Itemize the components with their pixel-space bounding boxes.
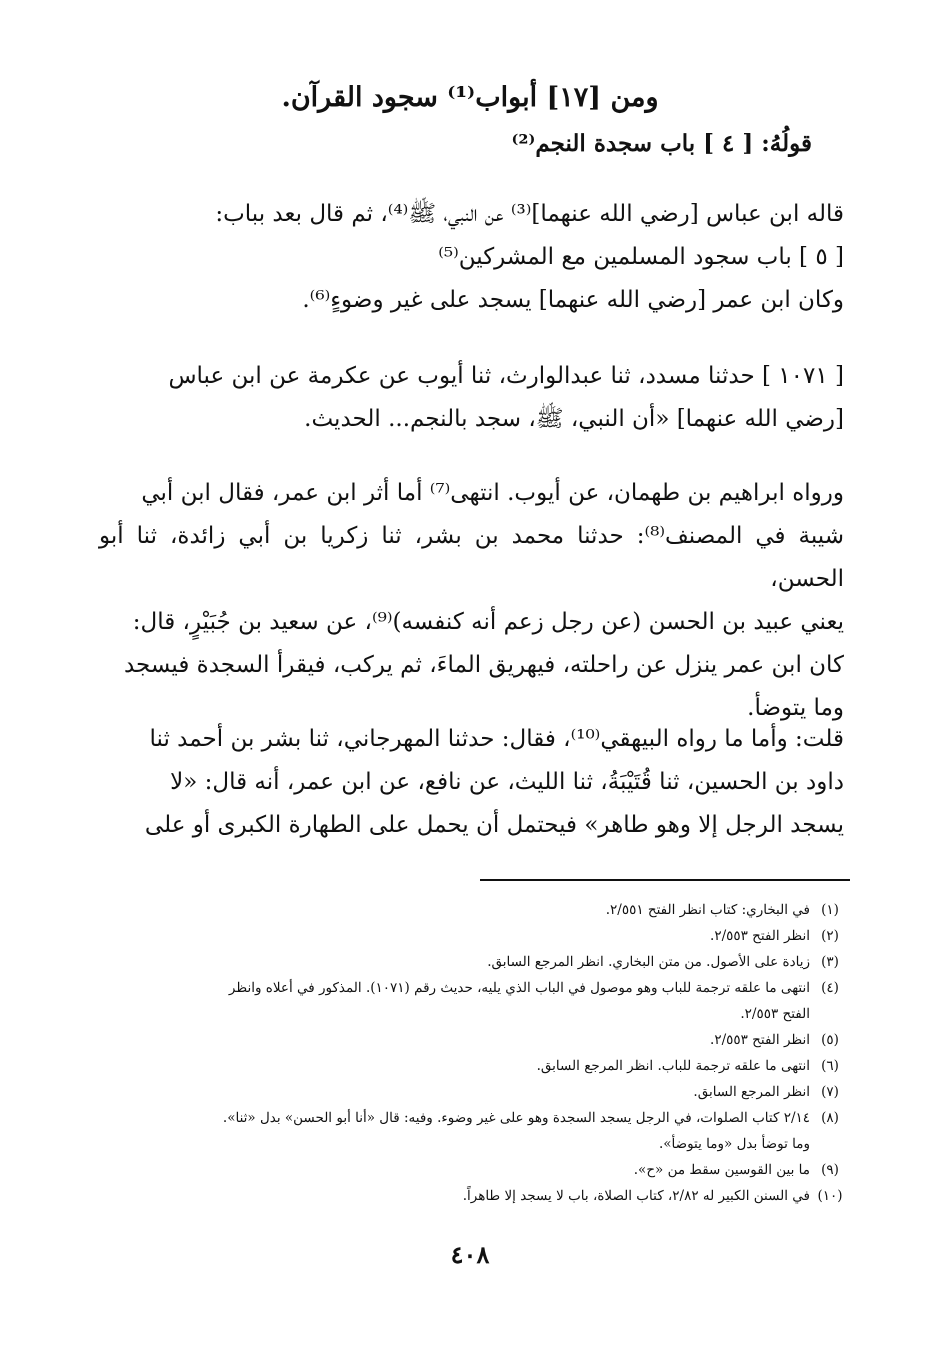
footnotes bbox=[90, 897, 850, 1209]
footnote-text: انظر الفتح ٢/٥٥٣. bbox=[710, 928, 810, 944]
footnote-text: ٢/١٤ كتاب الصلوات، في الرجل يسجد السجدة وهو على غير وضوء. وفيه: قال «أنا أبو الحسن» بدل «ثنا». bbox=[222, 1110, 810, 1126]
paragraph-4 bbox=[99, 718, 844, 847]
footnote-number: (٩) bbox=[821, 1162, 839, 1178]
footnote-text: انتهى ما علقه ترجمة للباب. انظر المرجع السابق. bbox=[536, 1058, 810, 1074]
text-line: كان ابن عمر ينزل عن راحلته، فيهريق الماءَ، ثم يركب، فيقرأ السجدة فيسجد bbox=[123, 652, 844, 678]
text-line: وكان ابن عمر [رضي الله عنهما] يسجد على غير وضوءٍ⁽⁶⁾. bbox=[302, 287, 844, 313]
footnote-text-block bbox=[90, 1105, 810, 1157]
footnote-number: (٤) bbox=[821, 980, 839, 996]
paragraph-2 bbox=[99, 355, 844, 441]
footnote-text: في السنن الكبير له ٢/٨٢، كتاب الصلاة، باب لا يسجد إلا طاهراً. bbox=[462, 1188, 810, 1204]
footnote-divider bbox=[480, 879, 850, 881]
text-line: وما يتوضأ. bbox=[747, 695, 844, 721]
footnote-number: (١) bbox=[821, 902, 839, 918]
footnote-item bbox=[90, 1105, 850, 1157]
text-line: [ ١٠٧١ ] حدثنا مسدد، ثنا عبدالوارث، ثنا أيوب عن عكرمة عن ابن عباس bbox=[168, 363, 844, 389]
text-line: شيبة في المصنف⁽⁸⁾: حدثنا محمد بن بشر، ثنا زكريا بن أبي زائدة، ثنا أبو الحسن، bbox=[99, 523, 844, 592]
footnote-item bbox=[90, 1157, 850, 1183]
footnote-text: انظر المرجع السابق. bbox=[693, 1084, 810, 1100]
paragraph-1 bbox=[99, 193, 844, 322]
footnote-text: انتهى ما علقه ترجمة للباب وهو موصول في الباب الذي يليه، حديث رقم (١٠٧١). المذكور في أعلاه وانظر bbox=[228, 980, 810, 996]
footnote-number: (١٠) bbox=[817, 1188, 843, 1204]
footnote-number: (٧) bbox=[821, 1084, 839, 1100]
footnote-text: في البخاري: كتاب انظر الفتح ٢/٥٥١. bbox=[605, 902, 810, 918]
footnote-text-continuation: وما توضأ بدل «وما يتوضأ». bbox=[658, 1136, 810, 1152]
footnote-item bbox=[90, 897, 850, 923]
text-line: ورواه ابراهيم بن طهمان، عن أيوب. انتهى⁽⁷⁾ أما أثر ابن عمر، فقال ابن أبي bbox=[141, 480, 844, 506]
footnote-item bbox=[90, 1079, 850, 1105]
footnote-item bbox=[90, 949, 850, 975]
text-line: قلت: وأما ما رواه البيهقي⁽¹⁰⁾، فقال: حدثنا المهرجاني، ثنا بشر بن أحمد ثنا bbox=[149, 726, 844, 752]
text-line: قاله ابن عباس [رضي الله عنهما]⁽³⁾ عن النبي، ﷺ⁽⁴⁾، ثم قال بعد بباب: bbox=[215, 201, 844, 227]
footnote-item bbox=[90, 1053, 850, 1079]
footnote-item bbox=[90, 975, 850, 1027]
footnote-number: (٥) bbox=[821, 1032, 839, 1048]
text-line: يسجد الرجل إلا وهو طاهر» فيحتمل أن يحمل على الطهارة الكبرى أو على bbox=[144, 812, 844, 838]
footnote-item bbox=[90, 1183, 850, 1209]
footnote-number: (٣) bbox=[821, 954, 839, 970]
footnote-number: (٦) bbox=[821, 1058, 839, 1074]
footnote-text: زيادة على الأصول. من متن البخاري. انظر المرجع السابق. bbox=[487, 954, 810, 970]
footnote-number: (٢) bbox=[821, 928, 839, 944]
text-line: يعني عبيد بن الحسن (عن رجل زعم أنه كنفسه)⁽⁹⁾، عن سعيد بن جُبَيْرٍ، قال: bbox=[132, 609, 844, 635]
paragraph-3 bbox=[99, 472, 844, 730]
text-line: [ ٥ ] باب سجود المسلمين مع المشركين⁽⁵⁾ bbox=[438, 244, 844, 270]
footnote-number: (٨) bbox=[821, 1110, 839, 1126]
section-subheading: قولُهُ: [ ٤ ] باب سجدة النجم⁽²⁾ bbox=[511, 130, 812, 157]
text-line: [رضي الله عنهما] «أن النبي، ﷺ، سجد بالنجم... الحديث. bbox=[304, 406, 844, 432]
footnote-text-continuation: الفتح ٢/٥٥٣. bbox=[740, 1006, 810, 1022]
chapter-heading: ومن [١٧] أبواب⁽¹⁾ سجود القرآن. bbox=[281, 82, 659, 113]
page-number: ٤٠٨ bbox=[450, 1240, 490, 1269]
footnote-item bbox=[90, 923, 850, 949]
footnote-text: انظر الفتح ٢/٥٥٣. bbox=[710, 1032, 810, 1048]
text-line: داود بن الحسين، ثنا قُتَيْبَةُ، ثنا الليث، عن نافع، عن ابن عمر، أنه قال: «لا bbox=[170, 769, 844, 795]
footnote-text: ما بين القوسين سقط من «ح». bbox=[633, 1162, 810, 1178]
footnote-item bbox=[90, 1027, 850, 1053]
footnote-text-block bbox=[90, 975, 810, 1027]
